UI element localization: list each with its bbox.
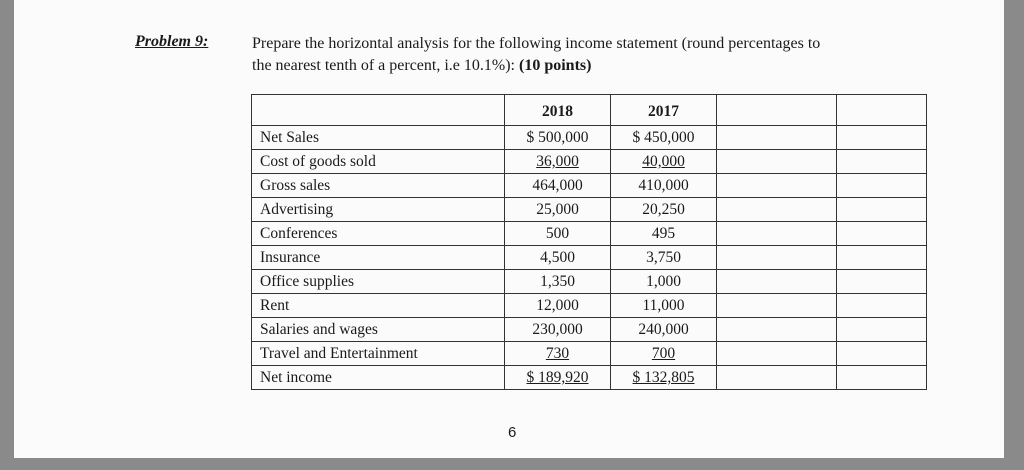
table-row — [252, 150, 927, 174]
table-row — [252, 294, 927, 318]
problem-instructions — [252, 33, 902, 77]
value-2018 — [505, 198, 611, 222]
cell-value: 4,500 — [540, 249, 575, 266]
table-row — [252, 198, 927, 222]
cell-value: 410,000 — [638, 177, 689, 194]
blank-cell-1 — [717, 198, 837, 222]
cell-value: 3,750 — [646, 249, 681, 266]
value-2018 — [505, 126, 611, 150]
cell-value: 700 — [651, 345, 676, 362]
value-2017 — [611, 246, 717, 270]
header-blank-1 — [717, 95, 837, 126]
cell-value: 12,000 — [536, 297, 579, 314]
value-2017 — [611, 126, 717, 150]
value-2017 — [611, 294, 717, 318]
table-row — [252, 342, 927, 366]
row-label: Advertising — [252, 198, 505, 222]
instructions-line2: the nearest tenth of a percent, i.e 10.1%): — [252, 57, 519, 74]
blank-cell-2 — [837, 198, 927, 222]
value-2018 — [505, 342, 611, 366]
table-row — [252, 222, 927, 246]
cell-value: 730 — [545, 345, 570, 362]
header-2017: 2017 — [611, 95, 717, 126]
points-label: (10 points) — [519, 57, 592, 74]
table-row — [252, 126, 927, 150]
cell-value: 1,000 — [646, 273, 681, 290]
value-2017 — [611, 174, 717, 198]
row-label: Net income — [252, 366, 505, 390]
value-2017 — [611, 318, 717, 342]
row-label: Rent — [252, 294, 505, 318]
blank-cell-2 — [837, 366, 927, 390]
blank-cell-1 — [717, 294, 837, 318]
blank-cell-1 — [717, 270, 837, 294]
row-label: Insurance — [252, 246, 505, 270]
table-row — [252, 366, 927, 390]
cell-value: $ 132,805 — [632, 369, 695, 386]
cell-value: 11,000 — [642, 297, 685, 314]
value-2018 — [505, 246, 611, 270]
cell-value: 240,000 — [638, 321, 689, 338]
blank-cell-1 — [717, 150, 837, 174]
cell-value: 495 — [651, 225, 676, 242]
table-row — [252, 174, 927, 198]
cell-value: 20,250 — [642, 201, 685, 218]
cell-value: $ 500,000 — [526, 129, 589, 146]
value-2018 — [505, 222, 611, 246]
blank-cell-2 — [837, 342, 927, 366]
blank-cell-2 — [837, 246, 927, 270]
income-statement-table — [251, 94, 927, 390]
cell-value: $ 450,000 — [632, 129, 695, 146]
cell-value: 500 — [545, 225, 570, 242]
problem-label: Problem 9: — [135, 33, 209, 50]
row-label: Gross sales — [252, 174, 505, 198]
value-2018 — [505, 270, 611, 294]
blank-cell-1 — [717, 366, 837, 390]
blank-cell-2 — [837, 294, 927, 318]
value-2017 — [611, 222, 717, 246]
cell-value: 36,000 — [536, 153, 579, 170]
value-2017 — [611, 366, 717, 390]
value-2018 — [505, 174, 611, 198]
value-2017 — [611, 342, 717, 366]
blank-cell-1 — [717, 246, 837, 270]
value-2018 — [505, 366, 611, 390]
row-label: Office supplies — [252, 270, 505, 294]
cell-value: 1,350 — [540, 273, 575, 290]
cell-value: 25,000 — [536, 201, 579, 218]
header-2018: 2018 — [505, 95, 611, 126]
blank-cell-2 — [837, 222, 927, 246]
row-label: Conferences — [252, 222, 505, 246]
blank-cell-2 — [837, 318, 927, 342]
cell-value: 464,000 — [532, 177, 583, 194]
blank-cell-2 — [837, 150, 927, 174]
blank-cell-1 — [717, 318, 837, 342]
value-2018 — [505, 294, 611, 318]
row-label: Salaries and wages — [252, 318, 505, 342]
cell-value: $ 189,920 — [526, 369, 589, 386]
value-2017 — [611, 198, 717, 222]
table-row — [252, 246, 927, 270]
document-page — [14, 0, 1004, 458]
blank-cell-2 — [837, 270, 927, 294]
cell-value: 230,000 — [532, 321, 583, 338]
blank-cell-1 — [717, 222, 837, 246]
instructions-line1: Prepare the horizontal analysis for the following income statement (round percentages to — [252, 35, 821, 52]
header-item — [252, 95, 505, 126]
table-row — [252, 270, 927, 294]
row-label: Cost of goods sold — [252, 150, 505, 174]
value-2017 — [611, 270, 717, 294]
table-row — [252, 318, 927, 342]
header-blank-2 — [837, 95, 927, 126]
blank-cell-2 — [837, 126, 927, 150]
row-label: Net Sales — [252, 126, 505, 150]
cell-value: 40,000 — [642, 153, 685, 170]
table-header-row — [252, 95, 927, 126]
blank-cell-1 — [717, 174, 837, 198]
value-2017 — [611, 150, 717, 174]
value-2018 — [505, 318, 611, 342]
blank-cell-1 — [717, 126, 837, 150]
row-label: Travel and Entertainment — [252, 342, 505, 366]
page-number: 6 — [508, 424, 517, 441]
value-2018 — [505, 150, 611, 174]
blank-cell-2 — [837, 174, 927, 198]
blank-cell-1 — [717, 342, 837, 366]
